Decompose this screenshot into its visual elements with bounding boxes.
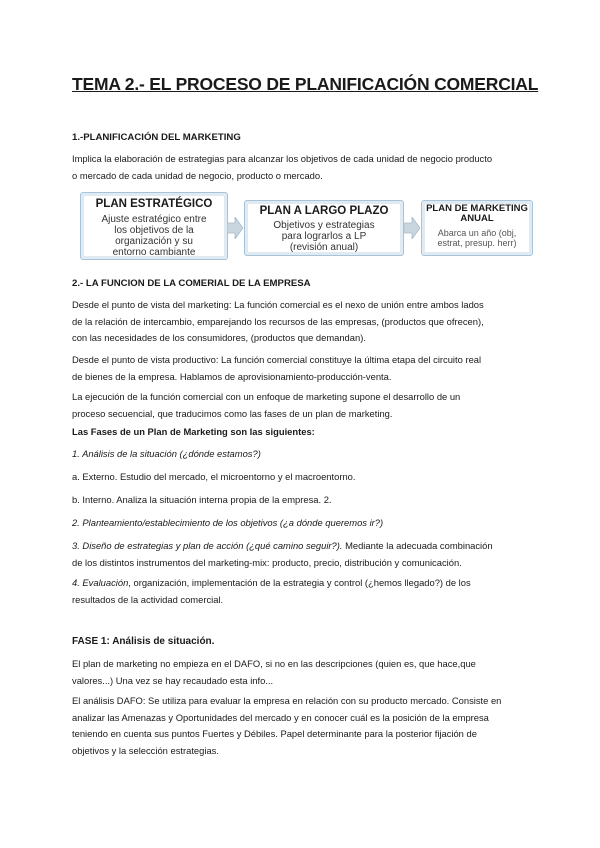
text-line: valores...) Una vez se hay recaudado esta info... bbox=[72, 674, 274, 686]
plan-largo-plazo-text bbox=[245, 220, 403, 253]
text-line: El plan de marketing no empieza en el DAFO, si no en las descripciones (quien es, que hace,que bbox=[72, 658, 476, 669]
plan-largo-plazo-title: PLAN A LARGO PLAZO bbox=[259, 205, 389, 217]
text-line: b. Interno. Analiza la situación interna propia de la empresa. 2. bbox=[72, 494, 332, 505]
fase-1-paragraph-1 bbox=[72, 656, 532, 689]
box-line: organización y su bbox=[115, 236, 193, 247]
text-line: de los distintos instrumentos del marketing-mix: producto, precio, distribución y comunicación. bbox=[72, 556, 462, 568]
text-line: Implica la elaboración de estrategias para alcanzar los objetivos de cada unidad de negocio producto bbox=[72, 153, 493, 164]
text-line: teniendo en cuenta sus puntos Fuertes y Débiles. Papel determinante para la posterior fijación de bbox=[72, 728, 477, 740]
text-line: analizar las Amenazas y Oportunidades del mercado y en conocer cuál es la posición de la empresa bbox=[72, 711, 489, 723]
section-1-heading: 1.-PLANIFICACIÓN DEL MARKETING bbox=[72, 132, 241, 143]
box-title-line: ANUAL bbox=[460, 213, 494, 224]
fase-1-heading: FASE 1: Análisis de situación. bbox=[72, 636, 215, 647]
text-line: Desde el punto de vista productivo: La función comercial constituye la última etapa del circuito real bbox=[72, 354, 482, 365]
box-line: para lograrlos a LP bbox=[281, 231, 367, 242]
section-1-paragraph bbox=[72, 151, 532, 184]
text-line: de la relación de intercambio, emparejando los recursos de las empresas, (productos que ofrecen), bbox=[72, 315, 484, 327]
plan-marketing-anual-text bbox=[422, 228, 532, 248]
plan-marketing-anual-title bbox=[422, 204, 532, 224]
plan-estrategico-text bbox=[81, 214, 227, 258]
text-line: a. Externo. Estudio del mercado, el microentorno y el macroentorno. bbox=[72, 471, 356, 482]
box-line: Objetivos y estrategias bbox=[273, 220, 375, 231]
text-line: Desde el punto de vista del marketing: La función comercial es el nexo de unión entre ambos lados bbox=[72, 299, 484, 310]
text-line: La ejecución de la función comercial con un enfoque de marketing supone el desarrollo de un bbox=[72, 391, 461, 402]
box-title-line: PLAN DE MARKETING bbox=[426, 203, 528, 214]
phase-3 bbox=[72, 538, 532, 571]
phase-3-text: Mediante la adecuada combinación bbox=[342, 540, 493, 551]
text-line: con las necesidades de los consumidores, (productos que demandan). bbox=[72, 332, 366, 344]
phase-2 bbox=[72, 515, 532, 532]
plan-estrategico-title: PLAN ESTRATÉGICO bbox=[95, 198, 213, 210]
fase-1-paragraph-2 bbox=[72, 693, 532, 759]
phase-1b bbox=[72, 492, 532, 509]
phase-4-text: , organización, implementación de la estrategia y control (¿hemos llegado?) de los bbox=[128, 577, 471, 588]
phase-3-label: 3. Diseño de estrategias y plan de acción (¿qué camino seguir?). bbox=[72, 540, 343, 551]
arrow-right-icon bbox=[227, 217, 243, 239]
box-line: estrat, presup. herr) bbox=[437, 238, 517, 248]
text-line: Las Fases de un Plan de Marketing son las siguientes: bbox=[72, 426, 315, 437]
page-title: TEMA 2.- EL PROCESO DE PLANIFICACIÓN COMERCIAL bbox=[72, 74, 539, 94]
text-line: o mercado de cada unidad de negocio, producto o mercado. bbox=[72, 169, 323, 181]
section-2-paragraph-1 bbox=[72, 297, 532, 347]
text-line: 1. Análisis de la situación (¿dónde estamos?) bbox=[72, 448, 261, 459]
text-line: 2. Planteamiento/establecimiento de los objetivos (¿a dónde queremos ir?) bbox=[72, 517, 384, 528]
box-line: los objetivos de la bbox=[114, 225, 194, 236]
phase-1 bbox=[72, 446, 532, 463]
phases-heading bbox=[72, 424, 532, 441]
text-line: resultados de la actividad comercial. bbox=[72, 593, 224, 605]
text-line: de bienes de la empresa. Hablamos de aprovisionamiento-producción-venta. bbox=[72, 370, 392, 382]
text-line bbox=[72, 538, 532, 555]
text-line: objetivos y la selección estrategias. bbox=[72, 744, 219, 756]
box-line: Ajuste estratégico entre bbox=[101, 214, 207, 225]
text-line bbox=[72, 575, 532, 592]
box-line: entorno cambiante bbox=[112, 247, 196, 258]
arrow-right-icon bbox=[404, 217, 420, 239]
plan-estrategico-box bbox=[80, 192, 228, 260]
box-line: Abarca un año (obj, bbox=[437, 228, 517, 238]
text-line: El análisis DAFO: Se utiliza para evaluar la empresa en relación con su producto mercado. Consiste en bbox=[72, 695, 502, 706]
section-2-paragraph-2 bbox=[72, 352, 532, 385]
text-line: proceso secuencial, que traducimos como las fases de un plan de marketing. bbox=[72, 407, 393, 419]
phase-4-label: 4. Evaluación bbox=[72, 577, 129, 588]
section-2-paragraph-3 bbox=[72, 389, 532, 422]
plan-largo-plazo-box bbox=[244, 200, 404, 256]
plan-marketing-anual-box bbox=[421, 200, 533, 256]
box-line: (revisión anual) bbox=[289, 242, 359, 253]
section-2-heading: 2.- LA FUNCION DE LA COMERIAL DE LA EMPRESA bbox=[72, 278, 311, 289]
phase-4 bbox=[72, 575, 532, 608]
planning-diagram bbox=[72, 188, 532, 266]
phase-1a bbox=[72, 469, 532, 486]
